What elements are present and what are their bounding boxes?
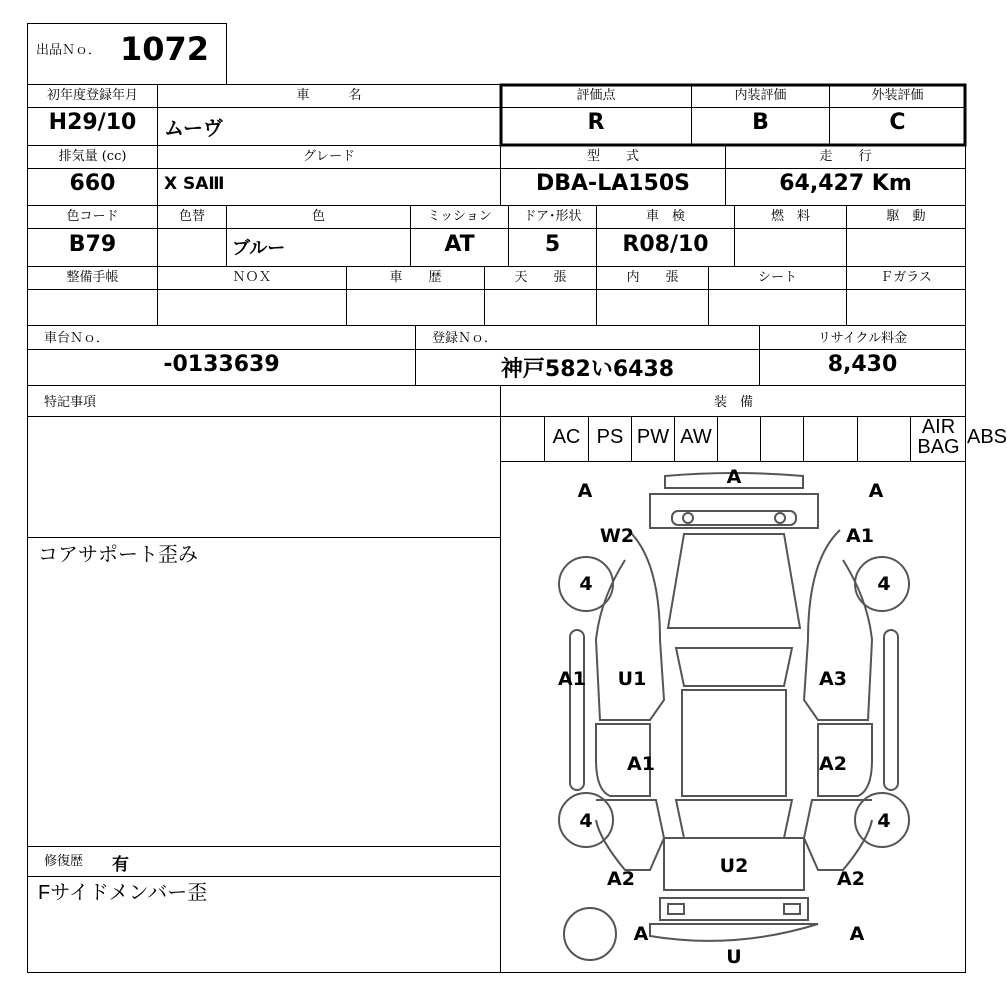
damage-mark-rear-left-corner: A	[633, 923, 649, 945]
roof-label: 天 張	[514, 270, 567, 285]
repair-history-text: Fサイドメンバー歪	[38, 882, 208, 904]
model-value: DBA-LA150S	[536, 171, 690, 196]
damage-mark-front-bumper: A	[726, 466, 742, 488]
lot-number: 1072	[120, 30, 210, 68]
history-label: 車 歴	[389, 270, 442, 285]
damage-mark-rear-left-wheel: 4	[579, 810, 593, 832]
exterior-label: 外装評価	[871, 88, 924, 103]
color-value: ブルー	[232, 238, 286, 259]
equipment-item: ABS	[967, 426, 1007, 448]
notes-label: 特記事項	[44, 395, 97, 410]
damage-mark-rear-right-wheel: 4	[877, 810, 891, 832]
service-book-label: 整備手帳	[66, 270, 119, 285]
equipment-item: AW	[680, 426, 712, 448]
first-reg-value: H29/10	[48, 110, 137, 135]
damage-mark-left-fender: W2	[599, 525, 635, 547]
damage-mark-right-quarter: A2	[837, 868, 865, 890]
car-name-label: 車 名	[296, 88, 362, 103]
drive-label: 駆 動	[886, 209, 926, 224]
damage-mark-right-fender: A1	[846, 525, 874, 547]
notes-text: コアサポート歪み	[38, 544, 198, 566]
transmission-label: ミッション	[427, 209, 492, 224]
equipment-item: AIR BAG	[917, 416, 960, 458]
doors-label: ドア･形状	[523, 209, 582, 224]
interior-trim-label: 内 張	[626, 270, 679, 285]
model-label: 型 式	[586, 149, 639, 164]
displacement-value: 660	[69, 171, 116, 196]
lot-label: 出品Ｎｏ．	[36, 43, 102, 58]
score-label: 評価点	[576, 88, 616, 103]
chassis-label: 車台Ｎｏ．	[44, 331, 110, 346]
chassis-value: -0133639	[163, 352, 280, 377]
equipment-item: PS	[596, 426, 624, 448]
damage-mark-tailgate: U2	[719, 855, 749, 877]
equipment-item: PW	[636, 426, 670, 448]
mileage-value: 64,427 Km	[779, 171, 912, 196]
f-glass-label: Ｆガラス	[880, 270, 932, 285]
doors-value: 5	[544, 232, 561, 257]
inspection-value: R08/10	[622, 232, 709, 257]
score-value: R	[587, 110, 605, 135]
damage-mark-left-sill: A1	[558, 668, 586, 690]
fuel-label: 燃 料	[770, 209, 810, 224]
interior-value: B	[752, 110, 769, 135]
grade-label: グレード	[302, 149, 355, 164]
interior-label: 内装評価	[734, 88, 787, 103]
color-change-label: 色替	[178, 209, 205, 224]
transmission-value: AT	[444, 232, 475, 257]
first-reg-label: 初年度登録年月	[46, 88, 138, 103]
displacement-label: 排気量 (cc)	[58, 149, 127, 164]
damage-mark-left-front-door: U1	[617, 668, 647, 690]
damage-mark-front-right-corner: A	[868, 480, 884, 502]
color-code-label: 色コード	[66, 209, 119, 224]
nox-label: ＮＯＸ	[232, 270, 272, 285]
damage-mark-front-left-wheel: 4	[579, 573, 593, 595]
equipment-label: 装 備	[713, 395, 753, 410]
repair-history-value: 有	[112, 855, 129, 875]
inspection-label: 車 検	[645, 209, 685, 224]
grade-value: X SAⅢ	[164, 174, 225, 194]
color-label: 色	[311, 209, 325, 224]
exterior-value: C	[889, 110, 906, 135]
seat-label: シート	[757, 270, 797, 285]
reg-no-value: 神戸582い6438	[500, 357, 675, 382]
equipment-item: AC	[552, 426, 581, 448]
damage-mark-left-quarter: A2	[607, 868, 635, 890]
car-name-value: ムーヴ	[164, 116, 223, 140]
reg-no-label: 登録Ｎｏ．	[432, 331, 498, 346]
recycle-label: リサイクル料金	[817, 331, 908, 346]
damage-mark-right-rear-door: A2	[819, 753, 847, 775]
damage-mark-rear-bumper: U	[726, 946, 742, 968]
damage-mark-front-left-corner: A	[577, 480, 593, 502]
damage-mark-front-right-wheel: 4	[877, 573, 891, 595]
damage-mark-left-rear-door: A1	[627, 753, 655, 775]
recycle-value: 8,430	[827, 352, 898, 377]
damage-mark-right-front-door: A3	[819, 668, 847, 690]
color-code-value: B79	[68, 232, 117, 257]
damage-mark-rear-right-corner: A	[849, 923, 865, 945]
repair-history-label: 修復歴	[44, 854, 84, 869]
mileage-label: 走 行	[819, 149, 872, 164]
